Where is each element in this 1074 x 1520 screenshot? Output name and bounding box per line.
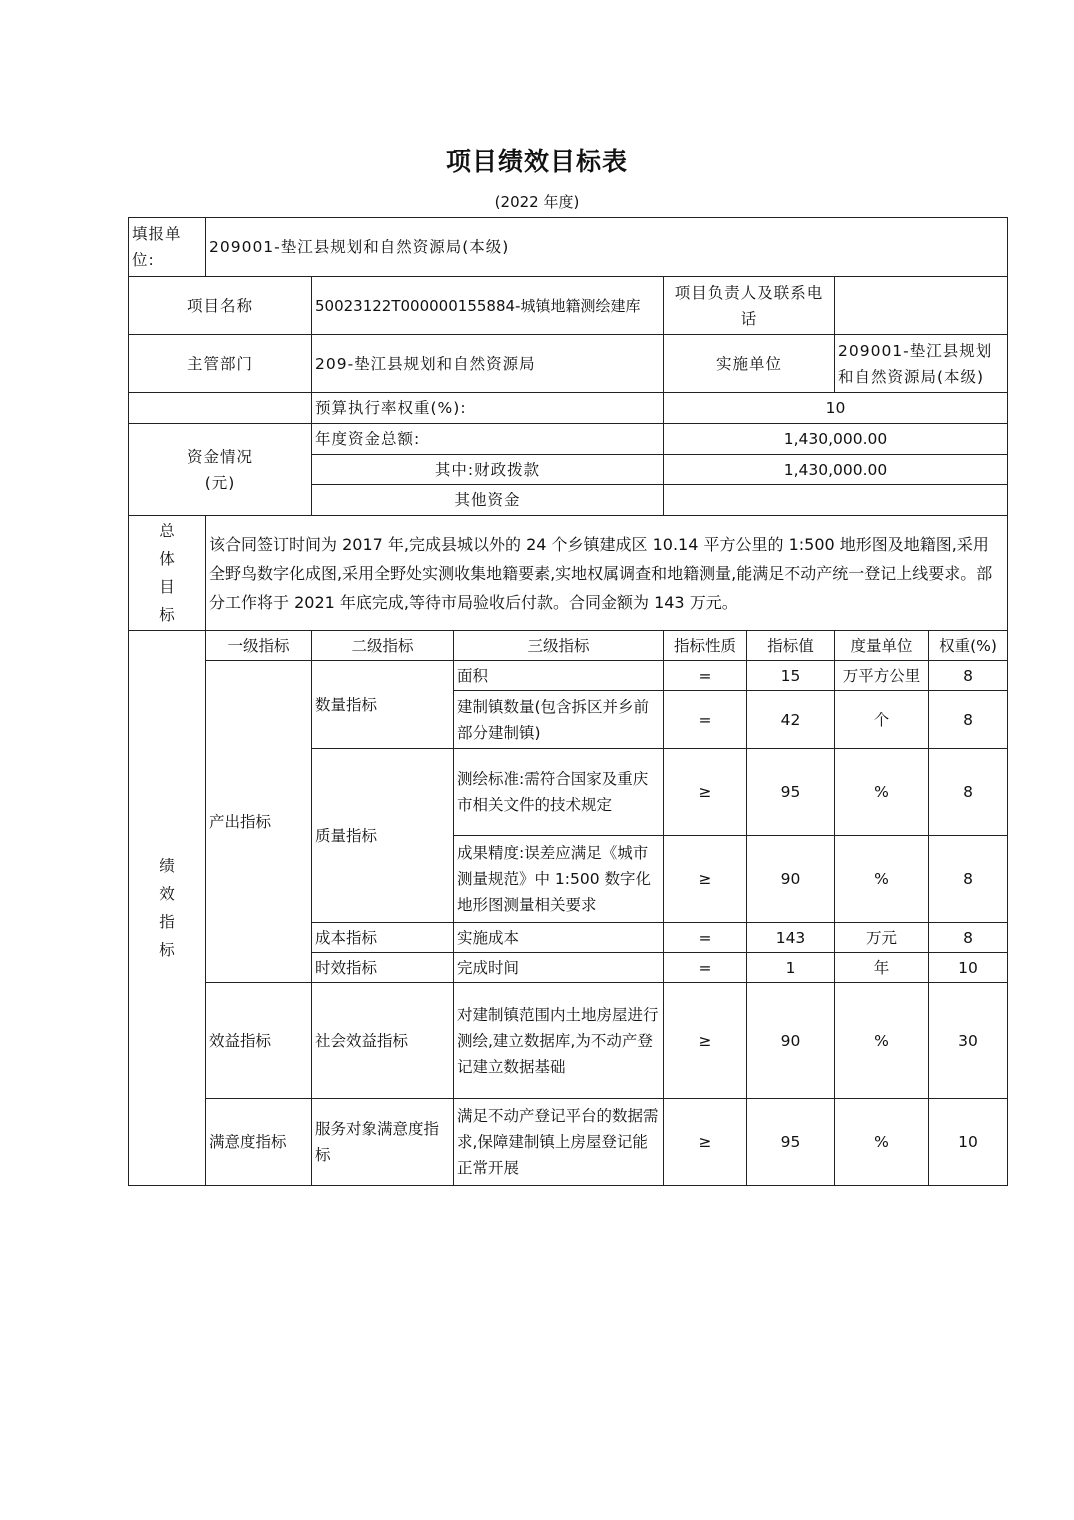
- budget-weight-blank: [129, 393, 312, 424]
- indicator-weight: 8: [929, 923, 1008, 953]
- table-row: [129, 661, 1008, 691]
- indicator-unit: 年: [835, 953, 929, 983]
- indicator-value: 42: [747, 691, 835, 749]
- table-row: [129, 983, 1008, 1099]
- other-funds-value: [664, 485, 1008, 516]
- indicator-nature: ≥: [664, 836, 747, 923]
- indicator-label-char: 标: [159, 941, 175, 959]
- dept-label: 主管部门: [129, 335, 312, 393]
- indicator-name: 面积: [454, 661, 664, 691]
- indicator-value: 90: [747, 836, 835, 923]
- goal-label-char: 体: [159, 550, 175, 568]
- indicator-weight: 8: [929, 836, 1008, 923]
- indicator-nature: =: [664, 691, 747, 749]
- header-level3: 三级指标: [454, 631, 664, 661]
- indicator-value: 1: [747, 953, 835, 983]
- goal-row: [129, 516, 1008, 631]
- indicator-weight: 10: [929, 1099, 1008, 1186]
- goal-text: 该合同签订时间为 2017 年,完成县城以外的 24 个乡镇建成区 10.14 平方公里的 1:500 地形图及地籍图,采用全野鸟数字化成图,采用全野处实测收集地籍要素,实地权属调查和地籍测量,能满足不动产统一登记上线要求。部分工作将于 2021 年底完成,等待市局验收后付款。合同金额为 143 万元。: [206, 516, 1008, 631]
- funds-total-row: [129, 424, 1008, 455]
- budget-weight-row: [129, 393, 1008, 424]
- contact-label: 项目负责人及联系电话: [664, 277, 835, 335]
- indicator-name: 对建制镇范围内土地房屋进行测绘,建立数据库,为不动产登记建立数据基础: [454, 983, 664, 1099]
- impl-label: 实施单位: [664, 335, 835, 393]
- level2-social: 社会效益指标: [312, 983, 454, 1099]
- level1-satisfaction: 满意度指标: [206, 1099, 312, 1186]
- annual-total-value: 1,430,000.00: [664, 424, 1008, 455]
- level2-quantity: 数量指标: [312, 661, 454, 749]
- funds-label-line1: 资金情况: [186, 447, 253, 466]
- indicator-unit: %: [835, 749, 929, 836]
- indicator-header-row: [129, 631, 1008, 661]
- header-value: 指标值: [747, 631, 835, 661]
- indicator-nature: =: [664, 953, 747, 983]
- goal-label-char: 目: [159, 578, 175, 596]
- indicator-unit: 万元: [835, 923, 929, 953]
- indicator-label-char: 绩: [159, 857, 175, 875]
- indicator-weight: 8: [929, 691, 1008, 749]
- indicator-section-label: [129, 631, 206, 1186]
- header-unit: 度量单位: [835, 631, 929, 661]
- indicator-weight: 8: [929, 749, 1008, 836]
- funds-label-line2: (元): [204, 473, 236, 492]
- goal-label-char: 总: [159, 522, 175, 540]
- level1-output: 产出指标: [206, 661, 312, 983]
- indicator-nature: ≥: [664, 1099, 747, 1186]
- annual-total-label: 年度资金总额:: [312, 424, 664, 455]
- indicator-name: 测绘标准:需符合国家及重庆市相关文件的技术规定: [454, 749, 664, 836]
- indicator-name: 满足不动产登记平台的数据需求,保障建制镇上房屋登记能正常开展: [454, 1099, 664, 1186]
- level2-timeliness: 时效指标: [312, 953, 454, 983]
- level2-service: 服务对象满意度指标: [312, 1099, 454, 1186]
- budget-weight-value: 10: [664, 393, 1008, 424]
- indicator-weight: 10: [929, 953, 1008, 983]
- other-funds-label: 其他资金: [312, 485, 664, 516]
- fiscal-label: 其中:财政拨款: [312, 455, 664, 485]
- indicator-unit: %: [835, 836, 929, 923]
- unit-value: 209001-垫江县规划和自然资源局(本级): [206, 218, 1008, 277]
- indicator-unit: 个: [835, 691, 929, 749]
- indicator-value: 15: [747, 661, 835, 691]
- indicator-value: 95: [747, 1099, 835, 1186]
- page-title: 项目绩效目标表: [445, 147, 628, 176]
- unit-row: [129, 218, 1008, 277]
- indicator-nature: =: [664, 661, 747, 691]
- header-nature: 指标性质: [664, 631, 747, 661]
- indicator-label-char: 指: [159, 913, 175, 931]
- indicator-weight: 30: [929, 983, 1008, 1099]
- project-name-label: 项目名称: [129, 277, 312, 335]
- indicator-nature: ≥: [664, 983, 747, 1099]
- indicator-nature: =: [664, 923, 747, 953]
- table-row: [129, 1099, 1008, 1186]
- unit-label: 填报单位:: [129, 218, 206, 277]
- indicator-unit: %: [835, 983, 929, 1099]
- goal-label-char: 标: [159, 606, 175, 624]
- indicator-unit: %: [835, 1099, 929, 1186]
- indicator-unit: 万平方公里: [835, 661, 929, 691]
- level2-cost: 成本指标: [312, 923, 454, 953]
- year-subtitle: (2022 年度): [494, 193, 580, 211]
- indicator-nature: ≥: [664, 749, 747, 836]
- indicator-name: 实施成本: [454, 923, 664, 953]
- goal-label: [129, 516, 206, 631]
- dept-value: 209-垫江县规划和自然资源局: [312, 335, 664, 393]
- indicator-label-char: 效: [159, 885, 175, 903]
- indicator-name: 完成时间: [454, 953, 664, 983]
- level2-quality: 质量指标: [312, 749, 454, 923]
- indicator-weight: 8: [929, 661, 1008, 691]
- project-name-value: 50023122T000000155884-城镇地籍测绘建库: [312, 277, 664, 335]
- indicator-name: 成果精度:误差应满足《城市测量规范》中 1:500 数字化地形图测量相关要求: [454, 836, 664, 923]
- indicator-value: 90: [747, 983, 835, 1099]
- level1-benefit: 效益指标: [206, 983, 312, 1099]
- contact-value: [835, 277, 1008, 335]
- project-name-row: [129, 277, 1008, 335]
- budget-weight-label: 预算执行率权重(%):: [312, 393, 664, 424]
- header-weight: 权重(%): [929, 631, 1008, 661]
- impl-value: 209001-垫江县规划和自然资源局(本级): [835, 335, 1008, 393]
- header-level1: 一级指标: [206, 631, 312, 661]
- dept-row: [129, 335, 1008, 393]
- indicator-name: 建制镇数量(包含拆区并乡前部分建制镇): [454, 691, 664, 749]
- indicator-value: 143: [747, 923, 835, 953]
- indicator-value: 95: [747, 749, 835, 836]
- fiscal-value: 1,430,000.00: [664, 455, 1008, 485]
- funds-label: [129, 424, 312, 516]
- performance-table: [128, 217, 1008, 1186]
- header-level2: 二级指标: [312, 631, 454, 661]
